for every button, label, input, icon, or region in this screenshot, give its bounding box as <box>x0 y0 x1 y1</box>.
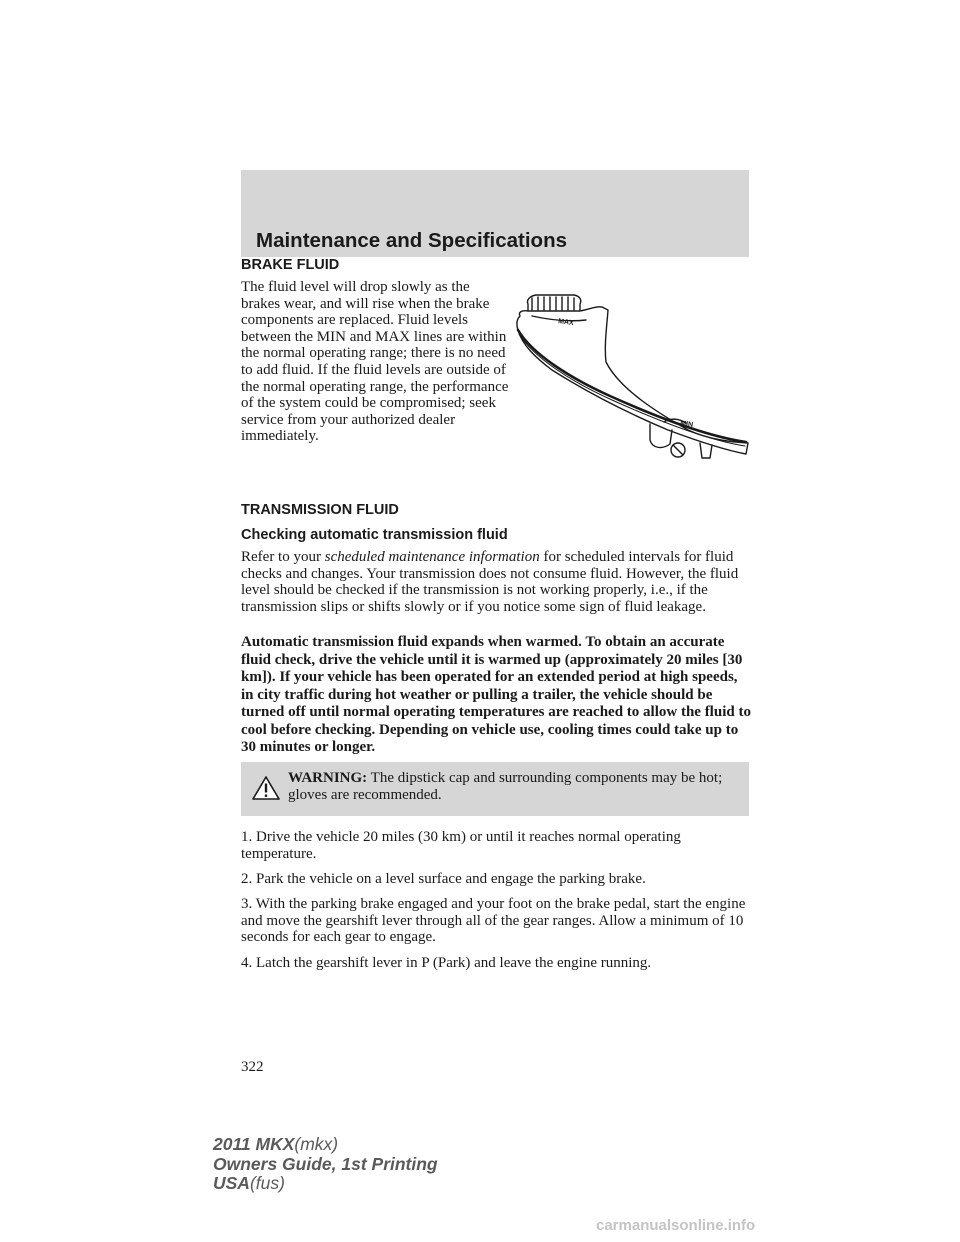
warning-box <box>241 762 749 816</box>
intro-text-start: Refer to your <box>241 549 325 565</box>
section-title: Maintenance and Specifications <box>256 229 567 252</box>
max-line-label: MAX <box>557 318 575 328</box>
footer-model: 2011 MKX <box>213 1134 295 1154</box>
watermark-link[interactable]: carmanualsonline.info <box>596 1217 756 1234</box>
intro-text-rest: for scheduled intervals for fluid checks and changes. Your transmission does not consume fluid. However, the fluid level should be checked if the transmission is not working properly, i.e., if the transmission slips or shifts slowly or if you notice some sign of fluid leakage. <box>241 549 739 615</box>
footer-printing: Owners Guide, 1st Printing <box>213 1153 438 1174</box>
warning-message: The dipstick cap and surrounding components may be hot; gloves are recommended. <box>288 770 723 803</box>
footer-market-code: (fus) <box>249 1173 285 1194</box>
footer-model-code: (mkx) <box>294 1134 339 1154</box>
brake-fluid-paragraph: The fluid level will drop slowly as the brakes wear, and will rise when the brake components are replaced. Fluid levels between the MIN and MAX lines are within the normal operating range; there is no need to add fluid. If the fluid levels are outside of the normal operating range, the performance of the system could be compromised; seek service from your authorized dealer immediately. <box>241 279 509 445</box>
step-4: 4. Latch the gearshift lever in P (Park) and leave the engine running. <box>241 955 652 971</box>
transmission-fluid-heading: TRANSMISSION FLUID <box>241 502 399 518</box>
page-number: 322 <box>241 1059 264 1075</box>
warning-label: WARNING: <box>288 770 368 786</box>
print-footer <box>213 1135 438 1194</box>
brake-fluid-reservoir-illustration <box>510 290 755 465</box>
transmission-intro-paragraph <box>241 549 751 615</box>
scheduled-maintenance-reference: scheduled maintenance information <box>324 549 540 565</box>
footer-market: USA <box>213 1173 250 1194</box>
step-3: 3. With the parking brake engaged and your foot on the brake pedal, start the engine and move the gearshift lever through all of the gear ranges. Allow a minimum of 10 seconds for each gear to engage. <box>241 896 746 946</box>
step-1: 1. Drive the vehicle 20 miles (30 km) or until it reaches normal operating temperature. <box>241 829 681 862</box>
checking-transmission-subheading: Checking automatic transmission fluid <box>241 527 508 543</box>
warning-text <box>288 770 738 804</box>
min-line-label: MIN <box>679 420 694 429</box>
step-2: 2. Park the vehicle on a level surface and engage the parking brake. <box>241 871 646 887</box>
warning-triangle-icon <box>251 775 281 801</box>
fluid-expansion-notice: Automatic transmission fluid expands when warmed. To obtain an accurate fluid check, drive the vehicle until it is warmed up (approximately 20 miles [30 km]). If your vehicle has been operated for an extended period at high speeds, in city traffic during hot weather or pulling a trailer, the vehicle should be turned off until normal operating temperatures are reached to allow the fluid to cool before checking. Depending on vehicle use, cooling times could take up to 30 minutes or longer. <box>241 634 751 755</box>
brake-fluid-heading: BRAKE FLUID <box>241 257 340 273</box>
